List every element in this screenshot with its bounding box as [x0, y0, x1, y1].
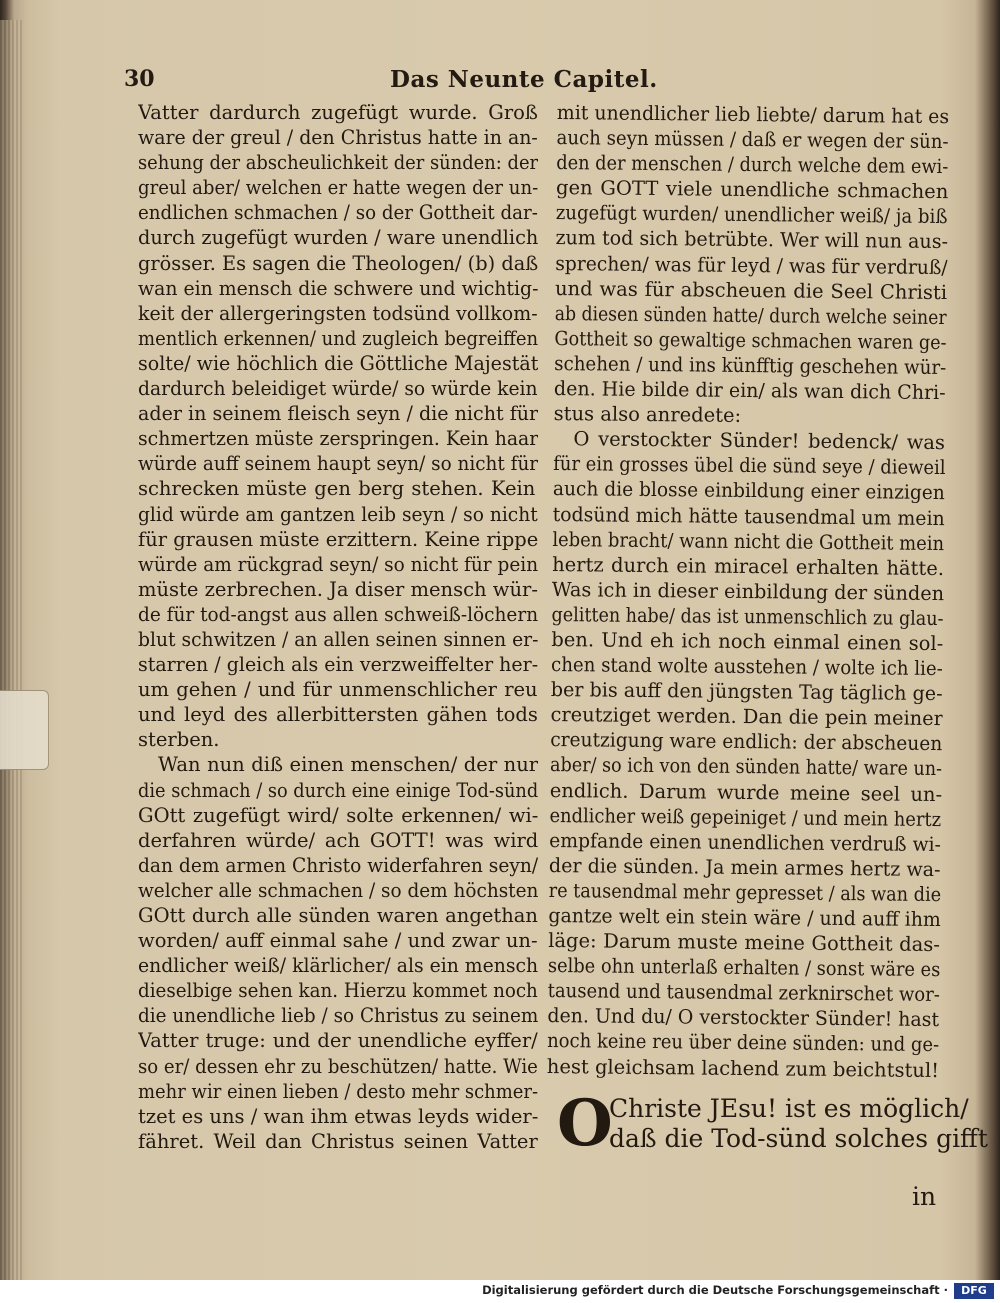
page-number: 30: [124, 66, 155, 92]
text-line: müste zerbrechen. Ja diser mensch wür-: [138, 577, 538, 601]
text-line: ader in seinem fleisch seyn / die nicht für: [138, 402, 538, 426]
text-line: um gehen / und für unmenschlicher reu: [138, 678, 538, 702]
text-line: fähret. Weil dan Christus seinen Vatter: [138, 1129, 538, 1153]
text-line: sprechen/ was für leyd / was für verdruß/: [555, 251, 948, 279]
text-line: läge: Darum muste meine Gottheit das-: [548, 929, 941, 957]
text-line: worden/ auff einmal sahe / und zwar un-: [138, 929, 538, 953]
text-line: ab diesen sünden hatte/ durch welche seiner: [554, 301, 947, 329]
text-line: sehung der abscheulichkeit der sünden: der: [138, 151, 538, 175]
text-line: auch seyn müssen / daß er wegen der sün-: [556, 126, 949, 154]
left-column: [138, 100, 538, 1154]
text-line: derfahren würde/ ach GOTT! was wird: [138, 828, 538, 852]
text-line: ware der greul / den Christus hatte in an-: [138, 126, 538, 150]
text-line: auch die blosse einbildung einer einzigen: [552, 477, 945, 505]
prayer-block: [557, 1086, 988, 1212]
text-line: Gottheit so gewaltige schmachen waren ge-: [554, 326, 947, 354]
text-line: hest gleichsam lachend zum beichtstul!: [546, 1054, 939, 1082]
text-line: O verstockter Sünder! bedenck/ was: [573, 427, 946, 455]
text-line: todsünd mich hätte tausendmal um mein: [552, 502, 945, 530]
text-line: mit unendlicher lieb liebte/ darum hat es: [556, 100, 949, 129]
text-line: ber bis auff den jüngsten Tag täglich ge-: [550, 678, 943, 706]
text-line: mentlich erkennen/ und zugleich begreiffen: [138, 326, 538, 350]
text-line: keit der allergeringsten todsünd vollkom-: [138, 301, 538, 325]
text-line: die schmach / so durch eine einige Tod-sünd: [138, 778, 538, 802]
text-line: creutziget werden. Dan die pein meiner: [550, 703, 943, 731]
text-line: würde auff seinem haupt seyn/ so nicht für: [138, 452, 538, 476]
text-line: ben. Und eh ich noch einmal einen sol-: [551, 627, 944, 656]
text-line: wan ein mensch die schwere und wichtig-: [138, 276, 538, 300]
text-line: aber/ so ich von den sünden hatte/ ware un-: [549, 753, 943, 781]
text-line: schehen / und ins künfftig geschehen wür-: [554, 351, 947, 380]
text-line: für grausen müste erzittern. Keine rippe: [138, 527, 538, 551]
text-line: de für tod-angst aus allen schweiß-löchern: [138, 602, 538, 626]
text-line: würde am rückgrad seyn/ so nicht für pein: [138, 552, 538, 576]
text-line: starren / gleich als ein verzweiffelter her-: [138, 653, 538, 677]
text-line: den. Und du/ O verstockter Sünder! hast: [547, 1004, 940, 1032]
text-line: zugefügt wurden/ unendlicher weiß/ ja biß: [555, 201, 948, 229]
prayer-line-1: Christe JEsu! ist es möglich/: [609, 1094, 969, 1123]
text-line: grösser. Es sagen die Theologen/ (b) daß: [138, 251, 538, 275]
text-line: Was ich in dieser einbildung der sünden: [551, 577, 944, 605]
text-line: glid würde am gantzen leib seyn / so nicht: [138, 502, 538, 526]
text-line: tausend und tausendmal zerknirschet wor-: [547, 979, 940, 1007]
text-line: stus also anredete:: [553, 402, 742, 428]
text-line: die unendliche lieb / so Christus zu seinem: [138, 1004, 538, 1028]
text-line: chen stand wolte ausstehen / wolte ich lie-: [550, 653, 943, 681]
text-line: Wan nun diß einen menschen/ der nur: [158, 753, 538, 777]
text-line: mehr wir einen lieben / desto mehr schmer-: [138, 1079, 538, 1103]
text-line: noch keine reu über deine sünden: und ge-: [547, 1029, 940, 1057]
text-line: empfande einen unendlichen verdruß wi-: [549, 828, 942, 856]
digitization-footer: [0, 1280, 1000, 1303]
text-line: re tausendmal mehr gepresset / als wan die: [548, 878, 941, 906]
prayer-line-2: daß die Tod-sünd solches gifft: [609, 1124, 988, 1153]
text-line: endlich. Darum wurde meine seel un-: [549, 778, 942, 806]
text-line: welcher alle schmachen / so dem höchsten: [138, 878, 538, 902]
text-line: dardurch beleidiget würde/ so würde kein: [138, 377, 538, 401]
text-line: gantze welt ein stein wäre / und auff ihm: [548, 903, 941, 932]
page-edge-stack: [0, 20, 22, 1280]
drop-cap: O: [557, 1086, 613, 1161]
text-line: dan dem armen Christo widerfahren seyn/: [138, 853, 538, 877]
text-line: endlicher weiß gepeiniget / und mein hertz: [549, 803, 942, 831]
text-line: endlicher weiß/ klärlicher/ als ein mensch: [138, 954, 538, 978]
right-column: [547, 100, 949, 1083]
text-line: den der menschen / durch welche dem ewi-: [556, 151, 949, 179]
page-header: [120, 66, 950, 98]
text-line: und leyd des allerbittersten gähen tods: [138, 703, 538, 727]
text-line: tzet es uns / wan ihm etwas leyds wider-: [138, 1104, 538, 1128]
text-line: sterben.: [138, 728, 220, 752]
catchword: in: [912, 1182, 937, 1211]
dfg-logo: DFG: [954, 1283, 994, 1299]
text-line: zum tod sich betrübte. Wer will nun aus-: [555, 226, 948, 254]
text-line: creutzigung ware endlich: der abscheuen: [550, 728, 943, 756]
running-title: Das Neunte Capitel.: [390, 66, 658, 93]
text-line: blut schwitzen / an allen seinen sinnen er-: [138, 627, 538, 651]
text-line: gelitten habe/ das ist unmenschlich zu glau-: [551, 602, 944, 630]
text-line: und was für abscheuen die Seel Christi: [554, 276, 948, 304]
text-line: endlichen schmachen / so der Gottheit dar-: [138, 201, 538, 225]
text-line: selbe ohn unterlaß erhalten / sonst wäre es: [547, 954, 941, 982]
text-line: hertz durch ein miracel erhalten hätte.: [552, 552, 945, 580]
text-line: greul aber/ welchen er hatte wegen der un-: [138, 176, 538, 200]
bookmark-tab: [0, 690, 49, 770]
text-line: gen GOTT viele unendliche schmachen: [555, 176, 949, 204]
text-line: solte/ wie höchlich die Göttliche Majestät: [138, 351, 538, 375]
text-line: GOtt zugefügt wird/ solte erkennen/ wi-: [138, 803, 538, 827]
text-line: GOtt durch alle sünden waren angethan: [138, 904, 538, 927]
text-line: Vatter dardurch zugefügt wurde. Groß: [138, 101, 538, 124]
text-line: schrecken müste gen berg stehen. Kein: [138, 477, 536, 501]
text-line: den. Hie bilde dir ein/ als wan dich Chri-: [553, 377, 946, 405]
text-line: Vatter truge: und der unendliche eyffer/: [138, 1029, 538, 1053]
text-line: durch zugefügt wurden / ware unendlich: [138, 226, 538, 250]
text-line: leben bracht/ wann nicht die Gottheit mein: [552, 527, 945, 555]
text-line: für ein grosses übel die sünd seye / dieweil: [553, 452, 946, 480]
text-line: der die sünden. Ja mein armes hertz wa-: [548, 853, 941, 881]
funding-credit: Digitalisierung gefördert durch die Deutsche Forschungsgemeinschaft ·: [482, 1283, 948, 1297]
text-line: schmertzen müste zerspringen. Kein haar: [138, 427, 538, 451]
text-line: dieselbige sehen kan. Hierzu kommet noch: [138, 979, 538, 1003]
text-line: so er/ dessen ehr zu beschützen/ hatte. Wie: [138, 1054, 538, 1078]
